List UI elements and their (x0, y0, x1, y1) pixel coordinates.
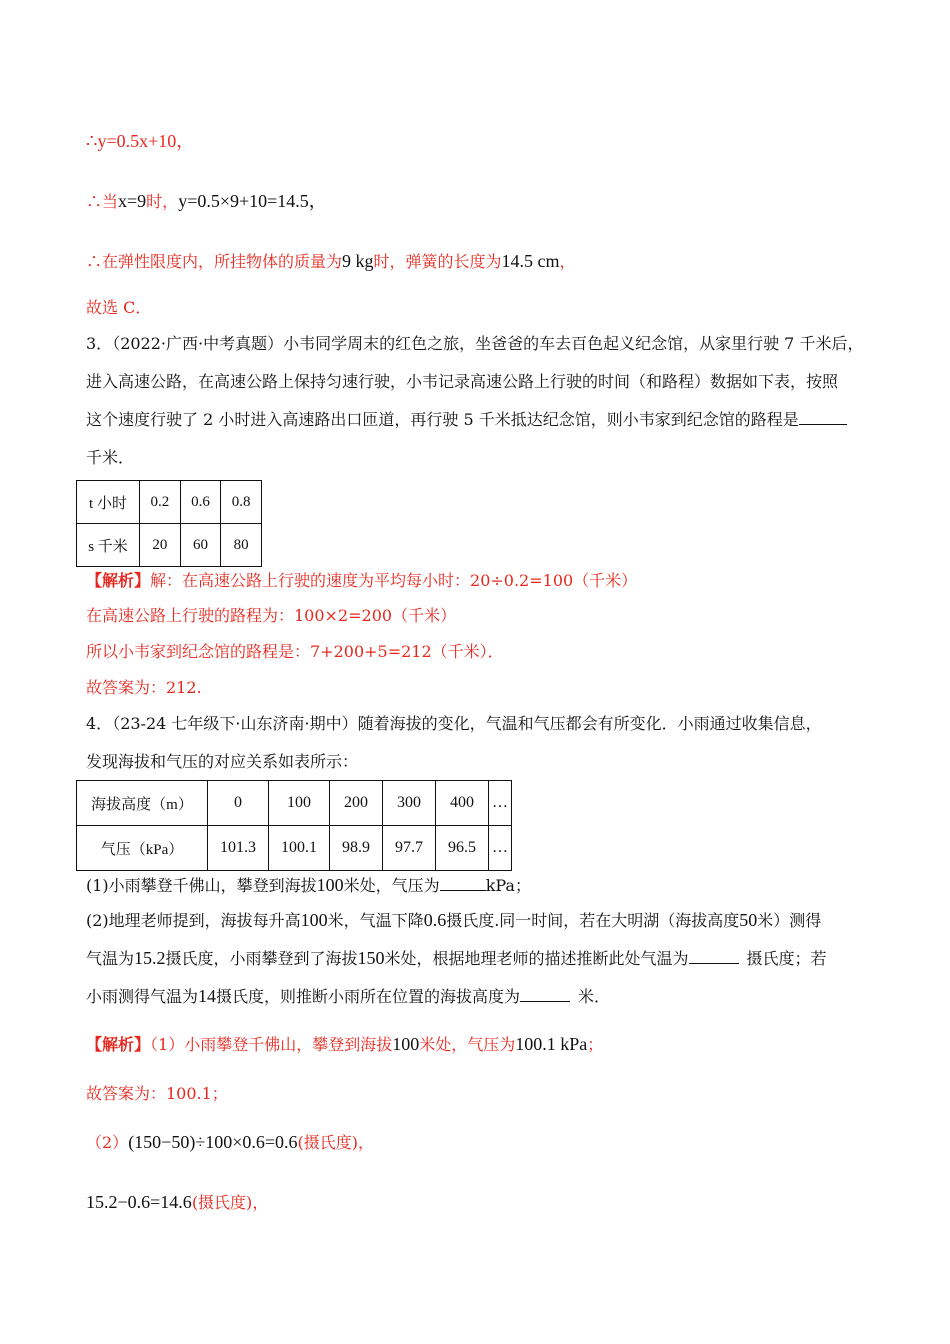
math: 100 (392, 1034, 420, 1054)
q4-part-2-line-1 (86, 910, 821, 931)
text: （1）小雨攀登千佛山，攀登到海拔 (150, 1035, 393, 1054)
text: 摄氏度.同一时间，若在大明湖（海拔高度 (446, 911, 740, 930)
math-length: 14.5 cm (501, 251, 560, 271)
text: ， (559, 252, 576, 271)
answer-blank (799, 410, 847, 425)
table-header-cell: s 千米 (77, 524, 140, 567)
table-cell: … (489, 781, 512, 826)
math: 15.2−0.6=14.6 (86, 1192, 192, 1212)
table-cell: 100.1 (269, 826, 330, 871)
q3-solution-2: 在高速公路上行驶的路程为：100×2=200（千米） (86, 606, 457, 625)
text: 小雨测得气温为 (86, 987, 199, 1006)
text: ∴当 (86, 192, 119, 211)
text: kPa； (485, 876, 531, 895)
table-cell: 98.9 (330, 826, 383, 871)
q3-line-4: 千米． (86, 448, 135, 467)
text: 米处，根据地理老师的描述推断此处气温为 (384, 949, 689, 968)
math: 100.1 kPa (515, 1034, 588, 1054)
answer-blank (520, 987, 570, 1002)
q3-source: （2022·广西·中考真题） (112, 334, 284, 353)
table-cell: 96.5 (436, 826, 489, 871)
table-header-cell: 气压（kPa） (77, 826, 208, 871)
table-cell: 0.8 (221, 481, 262, 524)
table-cell: 300 (383, 781, 436, 826)
table-cell: 0 (208, 781, 269, 826)
text: 摄氏度；若 (746, 949, 827, 968)
q4-text: 随着海拔的变化，气温和气压都会有所变化．小雨通过收集信息， (357, 714, 822, 733)
q3-data-table (76, 480, 262, 567)
solution-tag: 【解析】 (86, 1035, 151, 1054)
math: 0.6 (423, 910, 447, 930)
text: ； (587, 1035, 604, 1054)
table-cell: 400 (436, 781, 489, 826)
q4-line-1 (86, 714, 822, 734)
q4-data-table (76, 780, 512, 871)
text: (摄氏度) (191, 1193, 253, 1212)
q3-solution-4: 故答案为：212. (86, 678, 202, 697)
q3-solution-3: 所以小韦家到纪念馆的路程是：7+200+5=212（千米）． (86, 642, 504, 661)
q4-solution-2: 故答案为：100.1； (86, 1084, 228, 1103)
table-cell: 100 (269, 781, 330, 826)
solution-tag: 【解析】 (86, 571, 151, 590)
q4-solution-3 (86, 1132, 374, 1153)
math: 100 (316, 875, 344, 895)
q3-text: 这个速度行驶了 2 小时进入高速路出口匝道，再行驶 5 千米抵达纪念馆，则小韦家到纪念馆的路程是 (86, 410, 799, 429)
q4-part-2-line-3 (86, 986, 610, 1007)
math: 15.2 (134, 948, 166, 968)
q4-solution-1 (86, 1034, 603, 1055)
q4-part-2-line-2 (86, 948, 827, 969)
math-calc: y=0.5×9+10=14.5， (178, 191, 327, 211)
solution-text: 解：在高速公路上行驶的速度为平均每小时：20÷0.2=100（千米） (150, 571, 638, 590)
math: (150−50)÷100×0.6=0.6 (128, 1132, 298, 1152)
solution-line-equation (86, 131, 194, 152)
table-cell: 0.6 (180, 481, 221, 524)
text: 米． (578, 987, 611, 1006)
text: 米，气温下降 (327, 911, 424, 930)
text: (摄氏度) (297, 1133, 359, 1152)
text: 米）测得 (757, 911, 822, 930)
math: 14 (198, 986, 217, 1006)
table-cell: 60 (180, 524, 221, 567)
answer-choice: 故选 C． (86, 298, 152, 317)
math: 100 (300, 910, 328, 930)
table-cell: 97.7 (383, 826, 436, 871)
q4-line-2: 发现海拔和气压的对应关系如表所示： (86, 752, 359, 771)
math-mass: 9 kg (342, 251, 374, 271)
table-header-cell: t 小时 (77, 481, 140, 524)
q4-number: 4． (86, 714, 113, 733)
text: (2)地理老师提到，海拔每升高 (86, 911, 301, 930)
table-cell: 0.2 (140, 481, 181, 524)
q3-line-3 (86, 410, 847, 430)
text: ， (252, 1193, 269, 1212)
q4-part-1 (86, 875, 531, 896)
text: 时， (146, 192, 179, 211)
math-x9: x=9 (118, 191, 147, 211)
table-cell: 80 (221, 524, 262, 567)
text: 摄氏度，小雨攀登到了海拔 (165, 949, 358, 968)
table-cell: 200 (330, 781, 383, 826)
text: 米处，气压为 (419, 1035, 516, 1054)
q3-number: 3． (86, 334, 113, 353)
text: 摄氏度，则推断小雨所在位置的海拔高度为 (216, 987, 521, 1006)
q3-line-1 (86, 334, 863, 354)
q3-line-2: 进入高速公路，在高速公路上保持匀速行驶，小韦记录高速公路上行驶的时间（和路程）数据如下表，按照 (86, 372, 839, 391)
q4-solution-4 (86, 1192, 268, 1213)
math: 150 (357, 948, 385, 968)
q4-source: （23-24 七年级下·山东济南·期中） (112, 714, 358, 733)
solution-line-substitution (86, 191, 327, 212)
q3-solution-1 (86, 571, 637, 591)
text: ∴在弹性限度内，所挂物体的质量为 (86, 252, 343, 271)
text: 气温为 (86, 949, 135, 968)
table-cell: … (489, 826, 512, 871)
solution-line-conclusion (86, 251, 576, 272)
text: 米处，气压为 (343, 876, 440, 895)
table-cell: 20 (140, 524, 181, 567)
equation-text: ∴y=0.5x+10， (86, 131, 195, 151)
q3-text: 小韦同学周末的红色之旅，坐爸爸的车去百色起义纪念馆，从家里行驶 7 千米后， (283, 334, 864, 353)
table-header-cell: 海拔高度（m） (77, 781, 208, 826)
table-cell: 101.3 (208, 826, 269, 871)
text: ， (358, 1133, 375, 1152)
math: 50 (739, 910, 758, 930)
text: （2） (86, 1133, 129, 1152)
answer-blank (689, 949, 739, 964)
text: 时，弹簧的长度为 (373, 252, 502, 271)
answer-blank (440, 876, 486, 891)
text: (1)小雨攀登千佛山，攀登到海拔 (86, 876, 317, 895)
